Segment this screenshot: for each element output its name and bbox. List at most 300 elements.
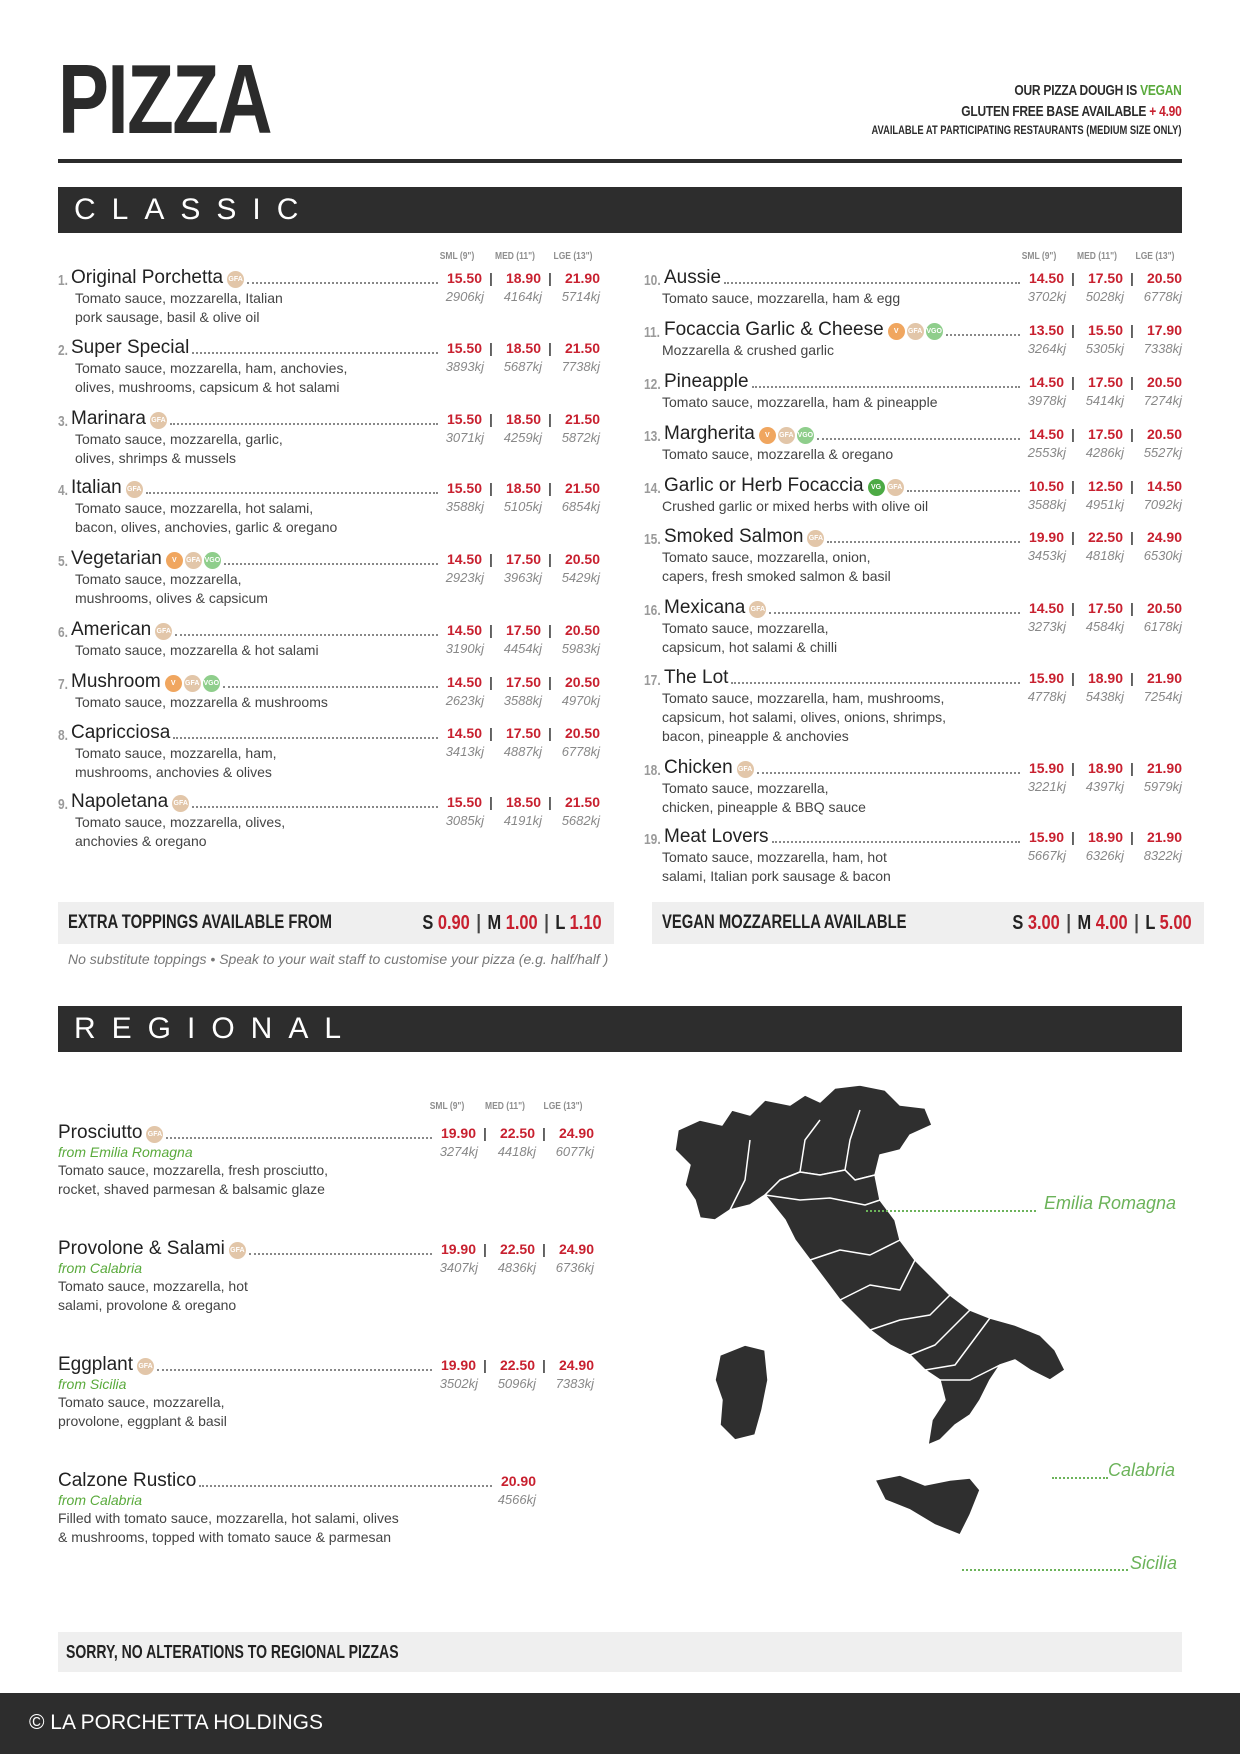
extra-toppings-label: EXTRA TOPPINGS AVAILABLE FROM: [68, 912, 333, 933]
kj-small: 2923kj: [445, 570, 484, 585]
separator: |: [1130, 478, 1134, 494]
substitute-note: No substitute toppings • Speak to your wait staff to customise your pizza (e.g. half/half ): [68, 951, 609, 967]
separator: |: [483, 1357, 487, 1373]
separator: |: [1071, 670, 1075, 686]
prices: [441, 671, 600, 693]
item-description: bacon, pineapple & anchovies: [662, 728, 849, 744]
leader-dots: [247, 282, 438, 284]
leader-dots: [223, 686, 438, 688]
item-row: [58, 1470, 536, 1492]
separator: |: [489, 674, 493, 690]
item-name: Calzone Rustico: [58, 1470, 197, 1491]
price-small: 19.90: [440, 1125, 476, 1141]
price-medium: 17.50: [1087, 426, 1123, 442]
regional-item: [58, 1122, 594, 1199]
item-name: American: [71, 619, 152, 640]
kj-large: 6736kj: [555, 1260, 594, 1275]
item-name: Super Special: [71, 337, 190, 358]
badge-gf-icon: GFA: [907, 323, 924, 340]
kj-large: 5714kj: [561, 289, 600, 304]
price-medium: 18.50: [505, 411, 541, 427]
price-small: 19.90: [440, 1241, 476, 1257]
kilojoules: [1008, 341, 1182, 356]
item-row: [644, 267, 1182, 289]
price-small: 14.50: [446, 725, 482, 741]
item-name: Garlic or Herb Focaccia: [664, 475, 864, 496]
price-medium: 18.50: [505, 480, 541, 496]
price-small: 19.90: [1028, 529, 1064, 545]
item-description: Tomato sauce, mozzarella & hot salami: [75, 642, 319, 658]
item-description: Tomato sauce, mozzarella, ham, anchovies,: [75, 360, 348, 376]
no-alterations-label: SORRY, NO ALTERATIONS TO REGIONAL PIZZAS: [66, 1642, 399, 1662]
badge-gf-icon: GFA: [150, 412, 167, 429]
item-row: [58, 722, 600, 744]
badge-gf-icon: GFA: [126, 481, 143, 498]
price-medium: 22.50: [499, 1125, 535, 1141]
kj: 4566kj: [497, 1492, 536, 1507]
separator: |: [483, 1125, 487, 1141]
menu-item: [58, 477, 600, 537]
separator: |: [489, 622, 493, 638]
leader-dots: [199, 1485, 492, 1487]
separator: |: [542, 1125, 546, 1141]
kj-small: 5667kj: [1027, 848, 1066, 863]
price-large: 20.50: [564, 725, 600, 741]
item-description: Crushed garlic or mixed herbs with olive oil: [662, 498, 929, 514]
kilojoules: [1008, 548, 1182, 563]
kilojoules: [426, 289, 600, 304]
menu-item: [58, 791, 600, 851]
item-number: 12.: [644, 376, 661, 393]
size-lge: LGE (13"): [543, 1101, 583, 1112]
item-description: provolone, eggplant & basil: [58, 1413, 227, 1429]
price-small: 14.50: [1028, 270, 1064, 286]
vegan-mozzarella-label: VEGAN MOZZARELLA AVAILABLE: [662, 912, 907, 933]
badge-v-icon: V: [165, 675, 182, 692]
kj-medium: 5096kj: [497, 1376, 536, 1391]
price-large: 20.50: [1146, 374, 1182, 390]
item-row: [58, 671, 600, 693]
kj-large: 6854kj: [561, 499, 600, 514]
map-leader-emilia: [866, 1210, 1036, 1212]
item-number: 13.: [644, 428, 661, 445]
price-medium: 1.00: [506, 911, 539, 934]
item-row: [644, 371, 1182, 393]
item-number: 18.: [644, 762, 661, 779]
item-description: Tomato sauce, mozzarella,: [662, 620, 829, 636]
price-small: 14.50: [446, 674, 482, 690]
price-medium: 17.50: [505, 622, 541, 638]
separator: |: [548, 725, 552, 741]
separator: |: [548, 622, 552, 638]
kj-medium: 5438kj: [1085, 689, 1124, 704]
separator: |: [548, 411, 552, 427]
menu-item: [58, 267, 600, 327]
availability-note: AVAILABLE AT PARTICIPATING RESTAURANTS (MEDIUM SIZE ONLY): [871, 123, 1182, 137]
menu-item: [644, 475, 1182, 516]
item-name: Mexicana: [664, 597, 746, 618]
kj-medium: 5105kj: [503, 499, 542, 514]
separator: |: [1130, 374, 1134, 390]
prices: [1023, 757, 1182, 779]
vegan-mozzarella-bar: [652, 902, 1204, 944]
separator: |: [1071, 600, 1075, 616]
separator: |: [489, 794, 493, 810]
kj-small: 3071kj: [445, 430, 484, 445]
separator: |: [1071, 529, 1075, 545]
item-row: [644, 757, 1182, 779]
diet-badges: [868, 479, 904, 496]
kilojoules: [1008, 393, 1182, 408]
item-description: Tomato sauce, mozzarella, hot salami,: [75, 500, 314, 516]
kj-small: 3453kj: [1027, 548, 1066, 563]
price-large: 17.90: [1146, 322, 1182, 338]
kj-small: 2553kj: [1027, 445, 1066, 460]
map-label-calabria: Calabria: [1108, 1460, 1176, 1480]
item-name: Capricciosa: [71, 722, 171, 743]
item-description: olives, mushrooms, capsicum & hot salami: [75, 379, 340, 395]
price-medium: 17.50: [505, 725, 541, 741]
menu-item: [58, 619, 600, 660]
item-description: pork sausage, basil & olive oil: [75, 309, 260, 325]
kj-large: 6778kj: [1143, 289, 1182, 304]
size-key: S: [1012, 911, 1024, 934]
kilojoules: [426, 744, 600, 759]
item-description: & mushrooms, topped with tomato sauce & parmesan: [58, 1529, 392, 1545]
header-divider: [58, 159, 1182, 163]
separator: |: [483, 1241, 487, 1257]
item-row: [58, 791, 600, 813]
kj-large: 6178kj: [1143, 619, 1182, 634]
gluten-free-note: [864, 101, 1182, 122]
item-number: 11.: [644, 324, 661, 341]
kj-small: 3273kj: [1027, 619, 1066, 634]
kilojoules: [426, 499, 600, 514]
diet-badges: [749, 601, 766, 618]
separator: |: [548, 480, 552, 496]
kj-large: 5983kj: [561, 641, 600, 656]
menu-item: [58, 722, 600, 782]
item-number: 4.: [58, 482, 69, 499]
leader-dots: [946, 334, 1020, 336]
item-description: Tomato sauce, mozzarella, ham & pineapple: [662, 394, 938, 410]
prices: [435, 1122, 594, 1144]
leader-dots: [731, 682, 1020, 684]
item-row: [644, 526, 1182, 548]
kj-small: 3190kj: [445, 641, 484, 656]
menu-item: [58, 337, 600, 397]
item-number: 17.: [644, 672, 661, 689]
item-number: 9.: [58, 796, 69, 813]
kj-large: 7254kj: [1143, 689, 1182, 704]
kj-large: 7274kj: [1143, 393, 1182, 408]
menu-item: [644, 371, 1182, 412]
regional-item: [58, 1238, 594, 1315]
kj-large: 4970kj: [561, 693, 600, 708]
separator: |: [544, 911, 550, 934]
price-large: 21.90: [1146, 760, 1182, 776]
kilojoules: [420, 1144, 594, 1159]
menu-item: [58, 548, 600, 608]
item-description: Tomato sauce, mozzarella, hot: [58, 1278, 248, 1294]
price-large: 21.50: [564, 340, 600, 356]
price-small: 15.90: [1028, 760, 1064, 776]
kilojoules: [1008, 445, 1182, 460]
footer: [0, 1693, 1240, 1754]
separator: |: [548, 551, 552, 567]
leader-dots: [724, 282, 1020, 284]
item-description: Tomato sauce, mozzarella, fresh prosciutto,: [58, 1162, 329, 1178]
kj-small: 3085kj: [445, 813, 484, 828]
kj-medium: 4191kj: [503, 813, 542, 828]
prices: [441, 548, 600, 570]
map-leader-sicilia: [962, 1569, 1128, 1571]
kj-medium: 3963kj: [503, 570, 542, 585]
price-large: 20.50: [1146, 270, 1182, 286]
prices: [1023, 319, 1182, 341]
diet-badges: [155, 623, 172, 640]
extra-toppings-bar: [58, 902, 614, 944]
kilojoules: [426, 813, 600, 828]
kilojoules: [1008, 289, 1182, 304]
item-row: [644, 667, 1182, 689]
vegan-dough-note: [864, 80, 1182, 101]
prices: [441, 408, 600, 430]
item-row: [58, 477, 600, 499]
price-small: 10.50: [1028, 478, 1064, 494]
kj-small: 3274kj: [439, 1144, 478, 1159]
kj-large: 7738kj: [561, 359, 600, 374]
price-medium: 18.90: [505, 270, 541, 286]
kj-small: 3978kj: [1027, 393, 1066, 408]
item-number: 16.: [644, 602, 661, 619]
item-description: rocket, shaved parmesan & balsamic glaze: [58, 1181, 325, 1197]
item-description: salami, provolone & oregano: [58, 1297, 237, 1313]
price-medium: 22.50: [499, 1357, 535, 1373]
size-med: MED (11"): [485, 1101, 525, 1112]
leader-dots: [827, 541, 1020, 543]
item-name: Chicken: [664, 757, 733, 778]
regional-item: [58, 1354, 594, 1431]
kilojoules: [1008, 497, 1182, 512]
kilojoules: [1008, 779, 1182, 794]
leader-dots: [769, 612, 1020, 614]
item-description: Tomato sauce, mozzarella & mushrooms: [75, 694, 328, 710]
item-description: Tomato sauce, mozzarella, ham, mushrooms,: [662, 690, 945, 706]
price: 20.90: [500, 1473, 536, 1489]
item-number: 19.: [644, 831, 661, 848]
item-row: [644, 475, 1182, 497]
menu-item: [644, 667, 1182, 746]
item-description: Filled with tomato sauce, mozzarella, hot salami, olives: [58, 1510, 399, 1526]
price-medium: 18.90: [1087, 670, 1123, 686]
item-name: Meat Lovers: [664, 826, 769, 847]
prices: [1023, 475, 1182, 497]
item-description: Tomato sauce, mozzarella, ham,: [75, 745, 277, 761]
copyright: © LA PORCHETTA HOLDINGS: [29, 1711, 323, 1734]
kj-large: 5527kj: [1143, 445, 1182, 460]
price-large: 21.90: [564, 270, 600, 286]
item-description: Tomato sauce, mozzarella,: [58, 1394, 225, 1410]
diet-badges: [888, 323, 943, 340]
separator: |: [1130, 670, 1134, 686]
menu-item: [58, 408, 600, 468]
item-name: Eggplant: [58, 1354, 134, 1375]
price-small: 14.50: [1028, 426, 1064, 442]
leader-dots: [166, 1137, 432, 1139]
item-description: Tomato sauce, mozzarella,: [662, 780, 829, 796]
kilojoules: [426, 693, 600, 708]
separator: |: [1071, 426, 1075, 442]
leader-dots: [173, 737, 438, 739]
note-text: OUR PIZZA DOUGH IS: [1014, 82, 1141, 99]
italy-map: [670, 1080, 1190, 1610]
menu-item: [644, 319, 1182, 360]
badge-vgo-icon: VGO: [203, 675, 220, 692]
price-medium: 4.00: [1096, 911, 1129, 934]
kj-large: 5682kj: [561, 813, 600, 828]
kj-medium: 4259kj: [503, 430, 542, 445]
price-large: 5.00: [1160, 911, 1192, 934]
kj-medium: 4418kj: [497, 1144, 536, 1159]
badge-gf-icon: GFA: [184, 675, 201, 692]
kilojoules: [1008, 689, 1182, 704]
size-med: MED (11"): [1077, 251, 1117, 262]
item-name: Original Porchetta: [71, 267, 224, 288]
item-number: 2.: [58, 342, 69, 359]
menu-item: [644, 526, 1182, 586]
kj-medium: 5028kj: [1085, 289, 1124, 304]
diet-badges: [165, 675, 220, 692]
item-origin: from Emilia Romagna: [58, 1144, 193, 1160]
price-small: 19.90: [440, 1357, 476, 1373]
badge-gf-icon: GFA: [172, 795, 189, 812]
menu-item: [644, 757, 1182, 817]
prices: [441, 722, 600, 744]
size-header-left: [428, 251, 602, 262]
separator: |: [1071, 270, 1075, 286]
item-row: [58, 1122, 594, 1144]
badge-gf-icon: GFA: [155, 623, 172, 640]
item-row: [58, 1354, 594, 1376]
item-description: Tomato sauce, mozzarella, garlic,: [75, 431, 283, 447]
price-small: 15.50: [446, 340, 482, 356]
price-medium: 15.50: [1087, 322, 1123, 338]
diet-badges: [150, 412, 167, 429]
item-row: [58, 1238, 594, 1260]
menu-item: [58, 671, 600, 712]
item-origin: from Calabria: [58, 1492, 143, 1508]
separator: |: [542, 1241, 546, 1257]
note-highlight: + 4.90: [1149, 103, 1182, 120]
separator: |: [489, 270, 493, 286]
dough-notes: [784, 80, 1182, 138]
separator: |: [548, 794, 552, 810]
prices: [1023, 826, 1182, 848]
kilojoules: [1008, 848, 1182, 863]
diet-badges: [137, 1358, 154, 1375]
prices: [1023, 267, 1182, 289]
price-small: 3.00: [1028, 911, 1061, 934]
prices: [441, 477, 600, 499]
badge-gf-icon: GFA: [807, 530, 824, 547]
prices: [441, 267, 600, 289]
item-description: bacon, olives, anchovies, garlic & oregano: [75, 519, 338, 535]
size-sml: SML (9"): [429, 1101, 465, 1112]
price-small: 15.50: [446, 794, 482, 810]
kj-medium: 3588kj: [503, 693, 542, 708]
badge-vgo-icon: VGO: [926, 323, 943, 340]
price-large: 20.50: [564, 551, 600, 567]
price-small: 15.50: [446, 270, 482, 286]
price-small: 15.90: [1028, 670, 1064, 686]
item-number: 6.: [58, 624, 69, 641]
separator: |: [1130, 829, 1134, 845]
item-row: [58, 619, 600, 641]
price-medium: 18.50: [505, 794, 541, 810]
kj-small: 3588kj: [445, 499, 484, 514]
leader-dots: [175, 634, 438, 636]
item-description: capers, fresh smoked salmon & basil: [662, 568, 891, 584]
item-row: [58, 267, 600, 289]
price-large: 14.50: [1146, 478, 1182, 494]
kj-small: 3221kj: [1027, 779, 1066, 794]
prices: [1023, 526, 1182, 548]
item-row: [58, 337, 600, 359]
badge-vg-icon: VG: [868, 479, 885, 496]
item-description: salami, Italian pork sausage & bacon: [662, 868, 891, 884]
leader-dots: [249, 1253, 432, 1255]
price-small: 0.90: [438, 911, 471, 934]
item-origin: from Calabria: [58, 1260, 143, 1276]
separator: |: [1071, 478, 1075, 494]
price-large: 24.90: [558, 1125, 594, 1141]
section-classic-title: CLASSIC: [58, 187, 1182, 233]
kilojoules: [420, 1260, 594, 1275]
price-medium: 17.50: [1087, 600, 1123, 616]
badge-v-icon: V: [888, 323, 905, 340]
badge-gf-icon: GFA: [887, 479, 904, 496]
diet-badges: [166, 552, 221, 569]
leader-dots: [170, 423, 438, 425]
separator: |: [1134, 911, 1140, 934]
price-small: 13.50: [1028, 322, 1064, 338]
size-key: L: [1145, 911, 1156, 934]
separator: |: [548, 270, 552, 286]
price-large: 1.10: [570, 911, 602, 934]
kj-medium: 5305kj: [1085, 341, 1124, 356]
map-leader-calabria: [1052, 1477, 1108, 1479]
map-label-emilia: Emilia Romagna: [1044, 1193, 1177, 1213]
prices: [495, 1470, 536, 1492]
separator: |: [548, 340, 552, 356]
price-medium: 17.50: [1087, 270, 1123, 286]
separator: |: [1071, 829, 1075, 845]
price-large: 21.50: [564, 411, 600, 427]
leader-dots: [817, 438, 1020, 440]
price-medium: 18.90: [1087, 760, 1123, 776]
item-name: Napoletana: [71, 791, 169, 812]
leader-dots: [192, 352, 438, 354]
prices: [1023, 667, 1182, 689]
price-small: 15.90: [1028, 829, 1064, 845]
kj-medium: 4454kj: [503, 641, 542, 656]
prices: [441, 791, 600, 813]
item-row: [644, 597, 1182, 619]
badge-gf-icon: GFA: [146, 1126, 163, 1143]
kj-medium: 4584kj: [1085, 619, 1124, 634]
separator: |: [489, 480, 493, 496]
